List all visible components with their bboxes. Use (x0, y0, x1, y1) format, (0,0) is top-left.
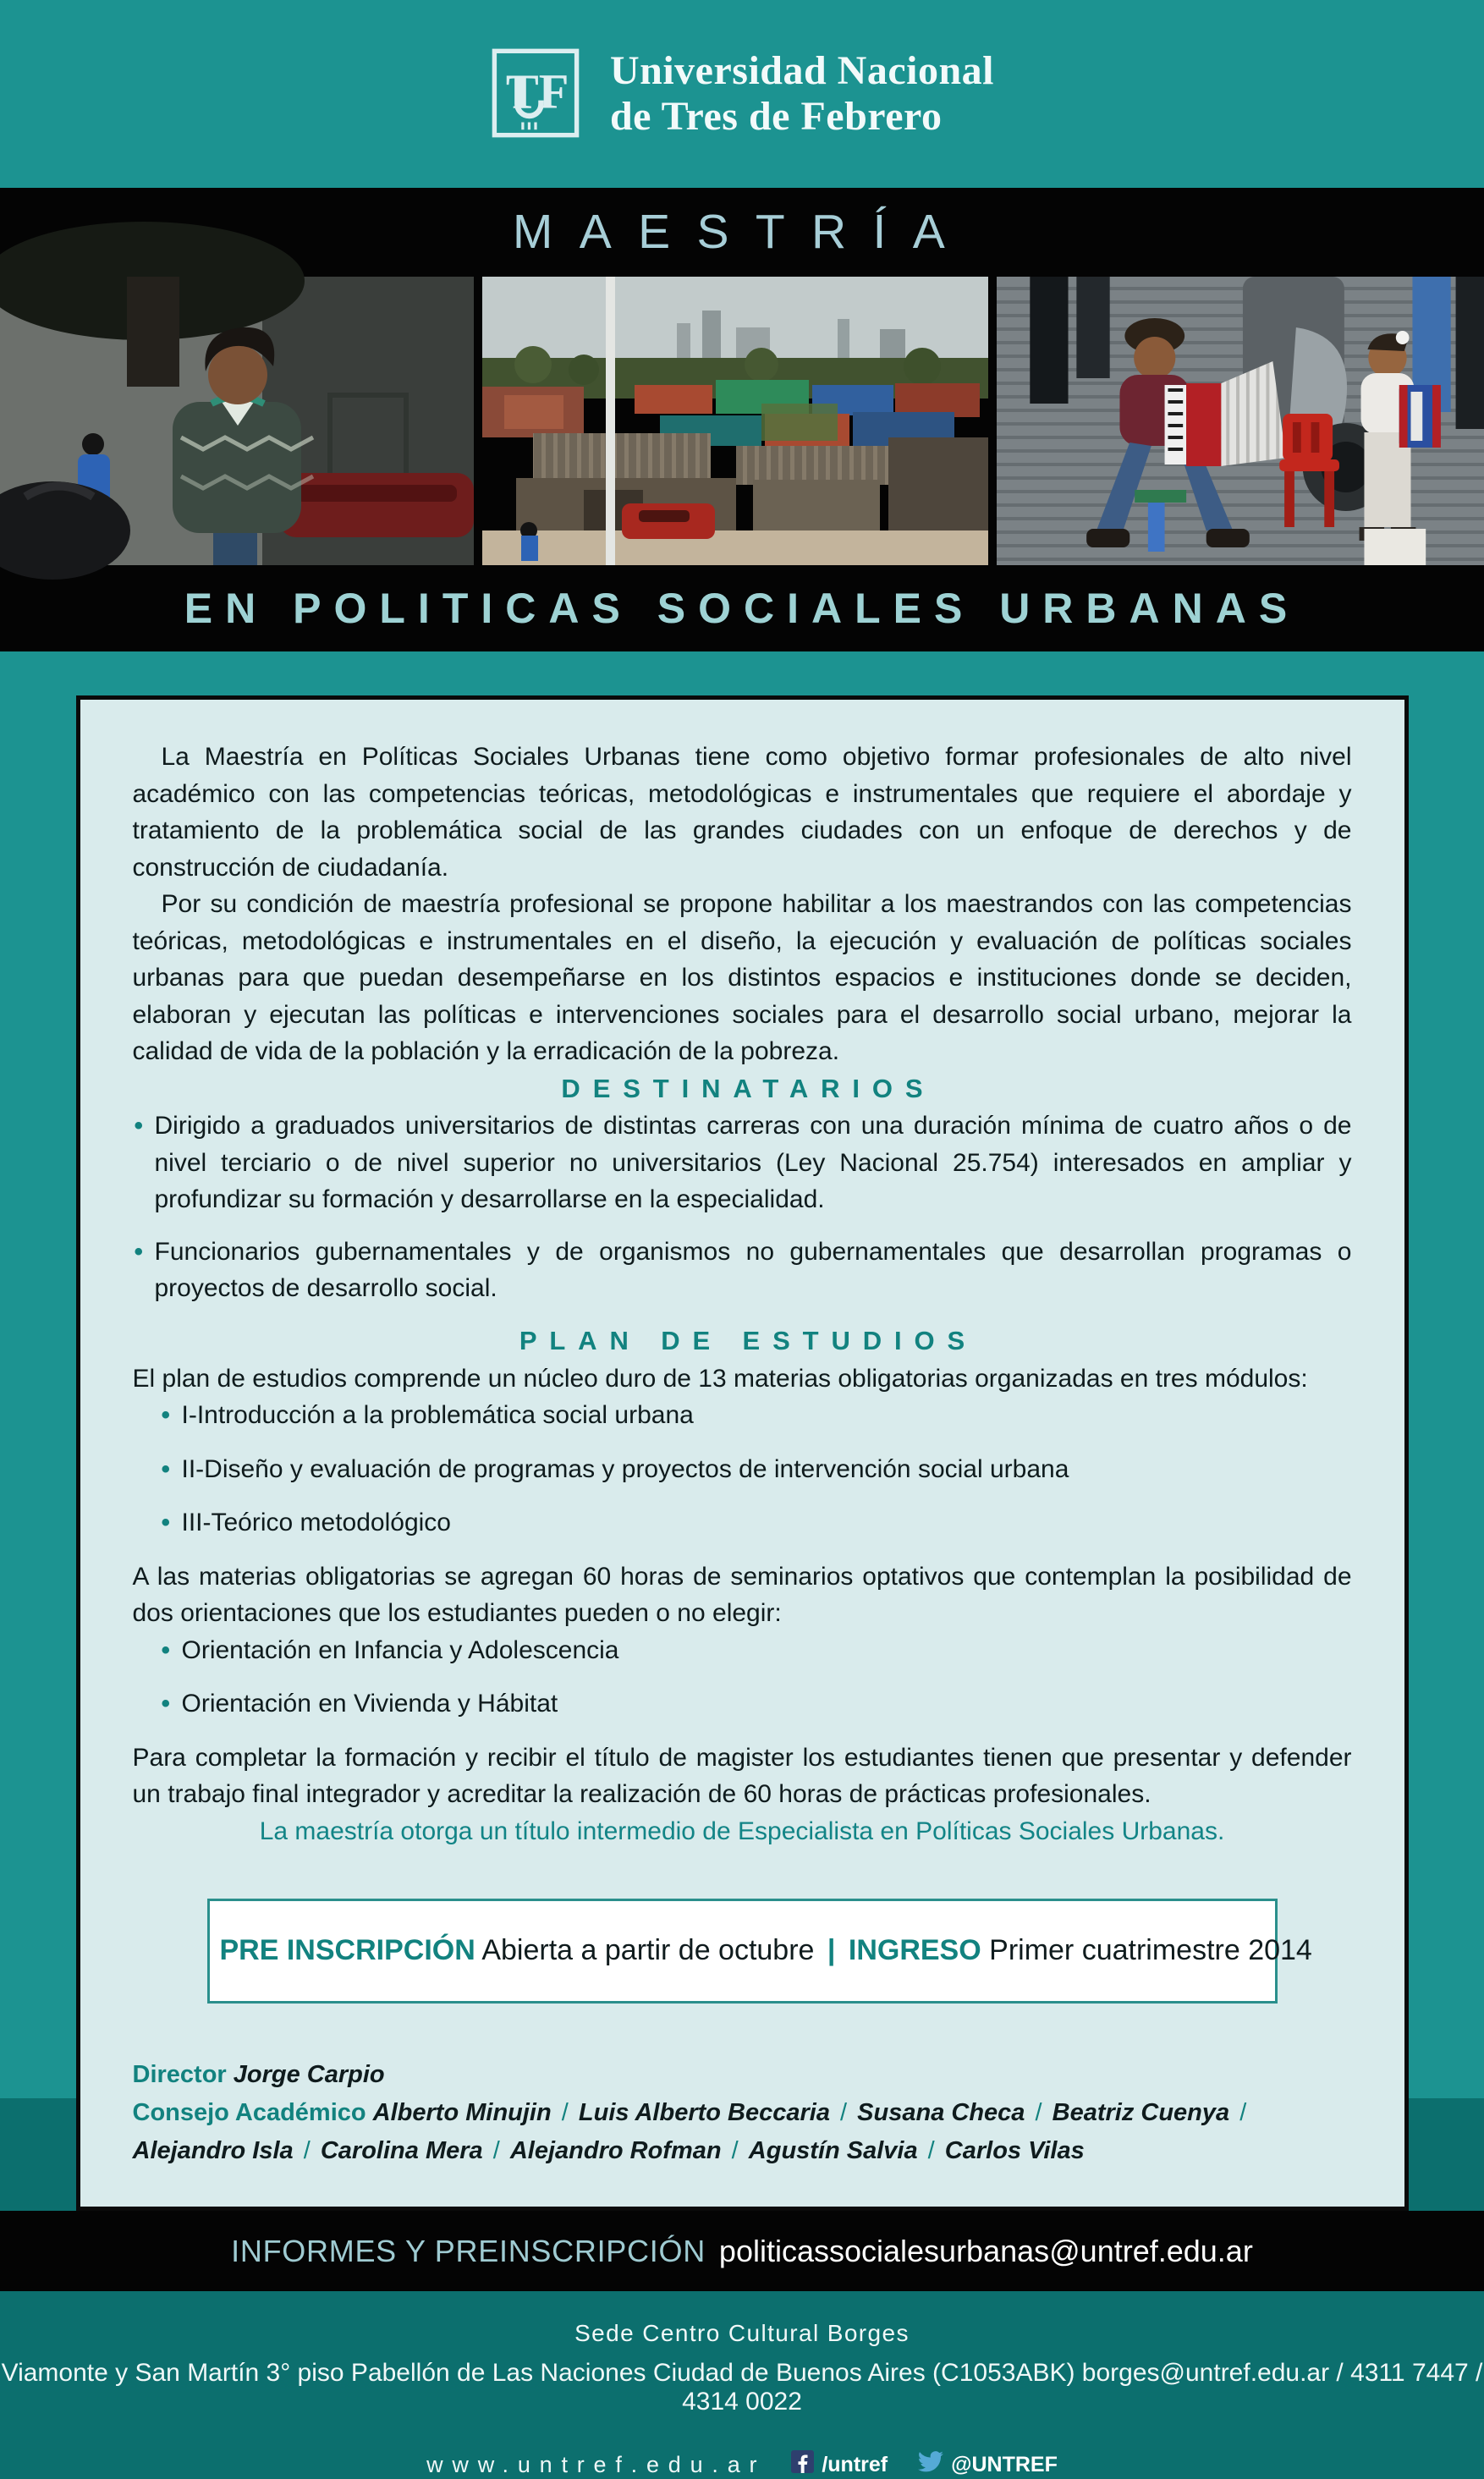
council-member: Carolina Mera (320, 2136, 483, 2164)
destinatarios-item-text: Dirigido a graduados universitarios de distintas carreras con una duración mínima de cuatro años o de nivel terciario o de nivel superior no universitarios (Ley Nacional 25.754) interesados en ampliar y profundizar su formación y desarrollarse en la especialidad. (154, 1112, 1352, 1214)
director-label: Director (132, 2060, 227, 2088)
staff-block (133, 2056, 1352, 2170)
destinatarios-heading: DESTINATARIOS (561, 1073, 936, 1103)
module-item-text: I-Introducción a la problemática social urbana (181, 1401, 694, 1430)
council-separator: / (927, 2136, 935, 2164)
director-name: Jorge Carpio (233, 2060, 385, 2088)
photo-man-sitting (0, 277, 474, 565)
council-label: Consejo Académico (132, 2098, 366, 2126)
module-item (160, 1504, 1352, 1542)
university-name (610, 48, 994, 140)
orientation-item (160, 1685, 1352, 1723)
council-separator: / (1035, 2098, 1042, 2126)
plan-optional-lead: A las materias obligatorias se agregan 60 horas de seminarios optativos que contemplan la posibilidad de dos orientaciones que los estudiantes pueden o no elegir: (132, 1562, 1352, 1628)
plan-heading: PLAN DE ESTUDIOS (519, 1325, 978, 1355)
intro-paragraph-1: La Maestría en Políticas Sociales Urbanas tiene como objetivo formar profesionales de alto nivel académico con las competencias teóricas, metodológicas e instrumentales que requiere el abordaje y tratamiento de la problemática social de las grandes ciudades con un enfoque de derechos y de construcción de ciudadanía. (132, 743, 1352, 882)
ingreso-label: INGRESO (848, 1934, 981, 1967)
intermediate-title-note: La maestría otorga un título intermedio de Especialista en Políticas Sociales Urbanas. (259, 1817, 1225, 1845)
degree-title: MAESTRÍA (512, 205, 972, 259)
council-member: Carlos Vilas (944, 2136, 1085, 2164)
council-separator: / (840, 2098, 848, 2126)
plan-lead: El plan de estudios comprende un núcleo duro de 13 materias obligatorias organizadas en tres módulos: (132, 1364, 1308, 1393)
council-separator: / (492, 2136, 500, 2164)
council-member: Alejandro Rofman (509, 2136, 722, 2164)
council-member: Susana Checa (857, 2098, 1025, 2126)
bullet-icon: • (161, 1401, 171, 1430)
twitter-icon (918, 2451, 943, 2478)
header (0, 0, 1484, 188)
orientation-item-text: Orientación en Infancia y Adolescencia (181, 1635, 619, 1664)
council-separator: / (561, 2098, 569, 2126)
bullet-icon: • (161, 1454, 171, 1483)
destinatarios-item (133, 1108, 1352, 1218)
web-social-row (0, 2450, 1484, 2479)
intro-paragraph-2: Por su condición de maestría profesional se propone habilitar a los maestrandos con las competencias teóricas, metodológicas e instrumentales en el diseño, la ejecución y evaluación de políticas sociales urbanas para que puedan desempeñarse en los distintos espacios e instituciones donde se deciden, elaboran y ejecutan las políticas e intervenciones sociales para el desarrollo social urbano, mejorar la calidad de vida de la población y la erradicación de la pobreza. (132, 890, 1352, 1065)
facebook-icon (791, 2450, 814, 2479)
university-name-line2: de Tres de Febrero (609, 94, 943, 139)
ingreso-text: Primer cuatrimestre 2014 (989, 1934, 1312, 1967)
sede-line: Sede Centro Cultural Borges (574, 2320, 910, 2347)
bullet-icon: • (161, 1509, 171, 1537)
content-box (76, 695, 1409, 2211)
council-member: Alejandro Isla (132, 2136, 294, 2164)
council-line (133, 2094, 1352, 2170)
untref-logo-icon (490, 47, 581, 140)
inscription-separator: | (827, 1934, 836, 1967)
photo-shantytown (482, 277, 988, 565)
destinatarios-item (133, 1234, 1352, 1307)
program-title: EN POLITICAS SOCIALES URBANAS (184, 585, 1300, 632)
orientation-item (160, 1632, 1352, 1669)
plan-modules-list (133, 1397, 1352, 1542)
destinatarios-item-text: Funcionarios gubernamentales y de organismos no gubernamentales que desarrollan programas o proyectos de desarrollo social. (154, 1237, 1352, 1303)
council-member: Beatriz Cuenya (1052, 2098, 1230, 2126)
director-line (133, 2056, 1352, 2094)
website-url[interactable]: www.untref.edu.ar (426, 2451, 767, 2477)
bullet-icon: • (134, 1112, 144, 1141)
facebook-handle[interactable] (791, 2450, 888, 2479)
council-member: Alberto Minujin (372, 2098, 552, 2126)
council-separator: / (303, 2136, 311, 2164)
info-banner (0, 2211, 1484, 2291)
module-item-text: II-Diseño y evaluación de programas y proyectos de intervención social urbana (181, 1454, 1069, 1483)
module-item (160, 1451, 1352, 1488)
inscription-box (207, 1899, 1312, 2003)
university-name-line1: Universidad Nacional (609, 48, 995, 94)
facebook-handle-text: /untref (822, 2452, 888, 2476)
preinscription-label: PRE INSCRIPCIÓN (219, 1934, 475, 1967)
preinscription-text: Abierta a partir de octubre (481, 1934, 815, 1967)
photo-children-accordion (997, 277, 1484, 565)
twitter-handle[interactable] (918, 2451, 1058, 2478)
plan-orientations-list (133, 1632, 1352, 1723)
photo-strip (0, 277, 1484, 565)
council-separator: / (1239, 2098, 1247, 2126)
address-line: Viamonte y San Martín 3° piso Pabellón de Las Naciones Ciudad de Buenos Aires (C1053ABK) borges@untref.edu.ar / 4311 7447 / 4314 0022 (1, 2359, 1483, 2416)
plan-closing: Para completar la formación y recibir el título de magister los estudiantes tienen que presentar y defender un trabajo final integrador y acreditar la realización de 60 horas de prácticas profesionales. (132, 1743, 1352, 1809)
bullet-icon: • (161, 1690, 171, 1718)
council-member: Agustín Salvia (748, 2136, 918, 2164)
footer (0, 2291, 1484, 2477)
bullet-icon: • (134, 1237, 144, 1266)
council-member: Luis Alberto Beccaria (578, 2098, 830, 2126)
council-separator: / (731, 2136, 739, 2164)
program-banner (0, 565, 1484, 651)
info-label: INFORMES Y PREINSCRIPCIÓN (231, 2233, 706, 2268)
module-item (160, 1397, 1352, 1434)
module-item-text: III-Teórico metodológico (181, 1509, 451, 1537)
info-email[interactable]: politicassocialesurbanas@untref.edu.ar (718, 2233, 1253, 2268)
svg-text:TF: TF (505, 63, 569, 119)
bullet-icon: • (161, 1635, 171, 1664)
twitter-handle-text: @UNTREF (951, 2452, 1058, 2476)
orientation-item-text: Orientación en Vivienda y Hábitat (181, 1690, 558, 1718)
